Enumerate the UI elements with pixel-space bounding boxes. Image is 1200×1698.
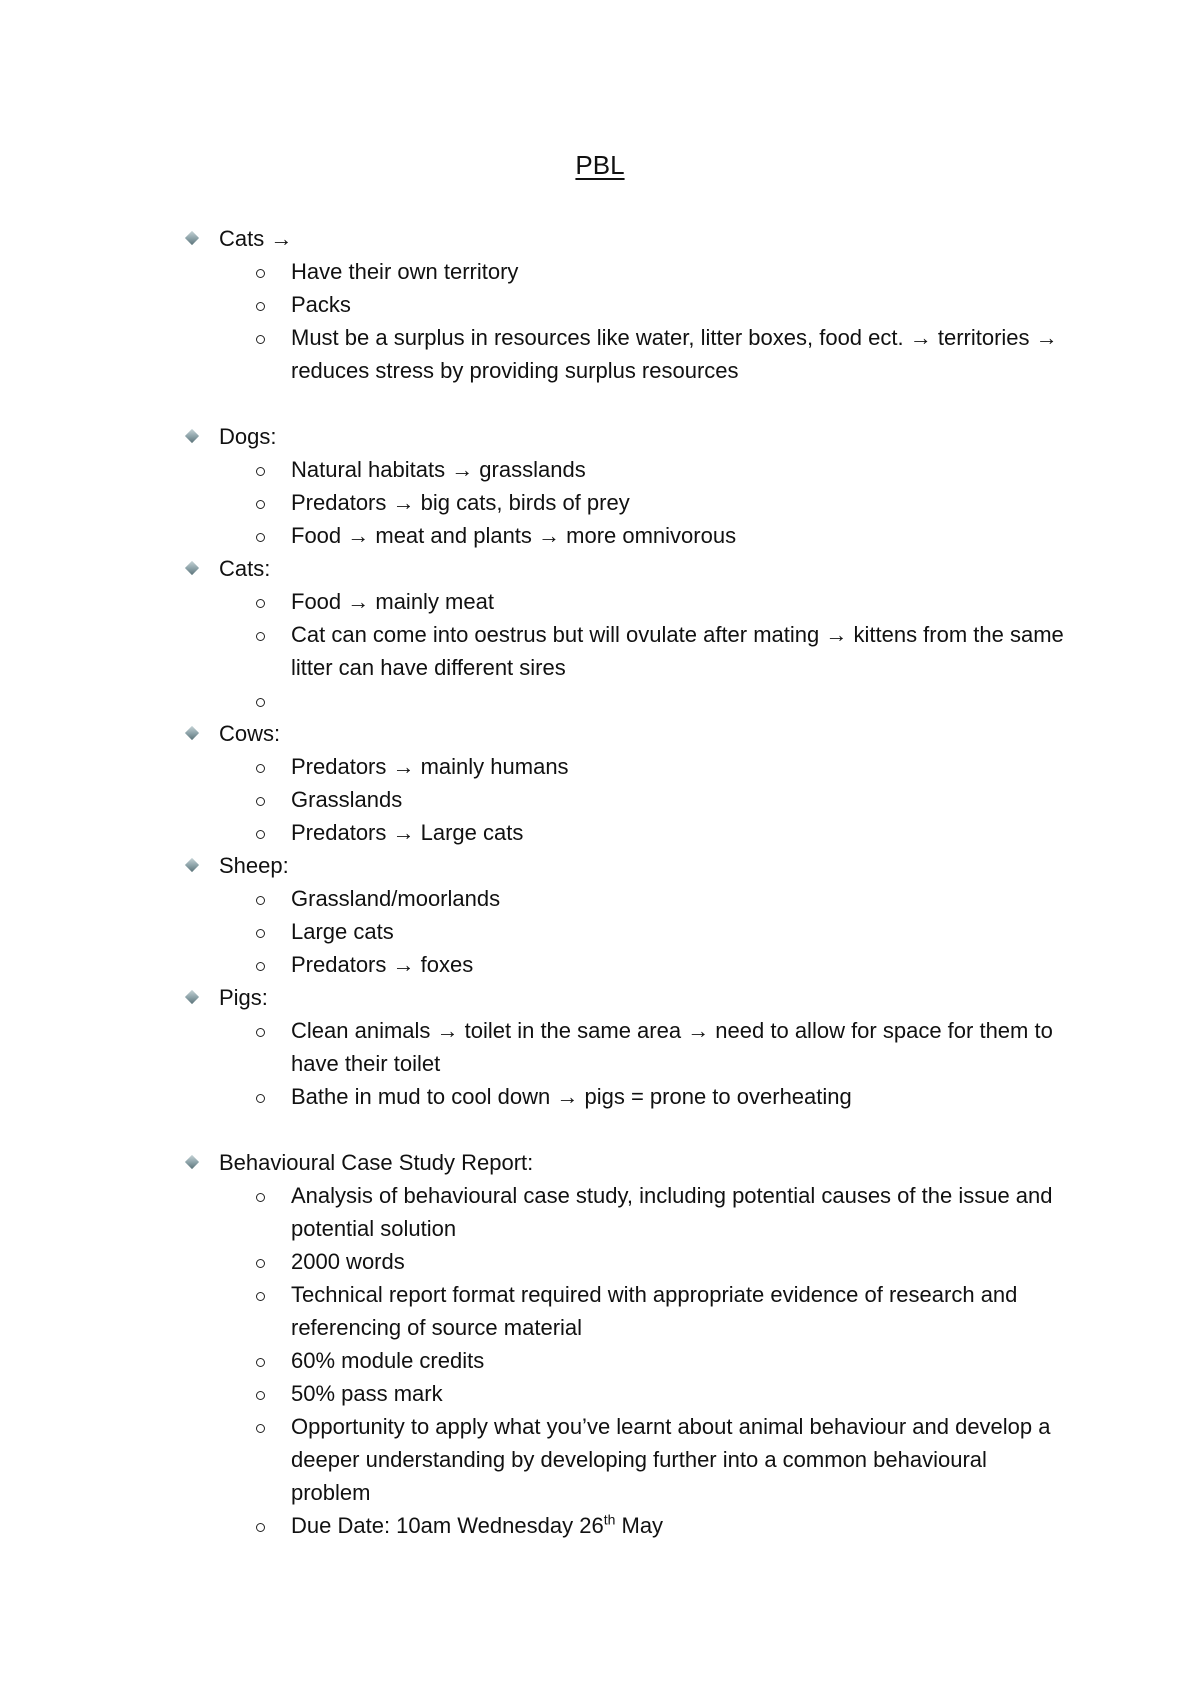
page-title: PBL [575,150,625,180]
circle-bullet-icon [256,1424,265,1433]
list-item [183,585,1083,618]
sub-list [183,882,1083,981]
diamond-bullet-icon [185,561,199,575]
list-item [183,1377,1083,1410]
list-item [183,1278,1083,1344]
list-item-text: Natural habitats → grasslands [291,457,586,482]
circle-bullet-icon [256,599,265,608]
section-heading-text: Cats → [219,226,293,251]
list-item-text: Predators → mainly humans [291,754,569,779]
circle-bullet-icon [256,533,265,542]
section-heading-text: Cats: [219,556,271,581]
section-heading [183,552,1083,585]
sub-list [183,585,1083,717]
circle-bullet-icon [256,302,265,311]
list-item [183,783,1083,816]
circle-bullet-icon [256,1523,265,1532]
circle-bullet-icon [256,929,265,938]
section-pigs [183,981,1083,1113]
list-item-text: Bathe in mud to cool down → pigs = prone to overheating [291,1084,852,1109]
section-heading-text: Behavioural Case Study Report: [219,1150,534,1175]
list-item-text: 50% pass mark [291,1381,443,1406]
circle-bullet-icon [256,698,265,707]
section-heading-text: Sheep: [219,853,289,878]
due-date-prefix: Due Date: 10am Wednesday 26 [291,1513,604,1538]
diamond-bullet-icon [185,858,199,872]
diamond-bullet-icon [185,990,199,1004]
list-item [183,1014,1083,1080]
sub-list [183,1014,1083,1113]
section-cats [183,552,1083,717]
list-item-text: Cat can come into oestrus but will ovulate after mating → kittens from the same litter can have different sires [291,622,1064,680]
circle-bullet-icon [256,764,265,773]
circle-bullet-icon [256,1358,265,1367]
list-item-text: Predators → Large cats [291,820,524,845]
section-case-study-report [183,1146,1083,1542]
list-item-text: Technical report format required with appropriate evidence of research and referencing of source material [291,1282,1018,1340]
list-item-text: Grassland/moorlands [291,886,501,911]
sub-list [183,453,1083,552]
diamond-bullet-icon [185,429,199,443]
circle-bullet-icon [256,1193,265,1202]
list-item [183,1080,1083,1113]
section-dogs [183,420,1083,552]
circle-bullet-icon [256,269,265,278]
circle-bullet-icon [256,467,265,476]
notes-list [183,222,1083,1542]
diamond-bullet-icon [185,1155,199,1169]
diamond-bullet-icon [185,231,199,245]
list-item-text: Food → mainly meat [291,589,494,614]
list-item-text: Packs [291,292,351,317]
list-item-text: Analysis of behavioural case study, including potential causes of the issue and potential solution [291,1183,1053,1241]
list-item-text: Predators → foxes [291,952,474,977]
section-sheep [183,849,1083,981]
list-item-text: Predators → big cats, birds of prey [291,490,630,515]
section-heading [183,222,1083,255]
section-heading [183,981,1083,1014]
list-item [183,288,1083,321]
circle-bullet-icon [256,1094,265,1103]
list-item [183,882,1083,915]
list-item-text: Must be a surplus in resources like water, litter boxes, food ect. → territories → reduces stress by providing surplus resources [291,325,1058,383]
circle-bullet-icon [256,335,265,344]
list-item [183,1179,1083,1245]
list-item-text: 60% module credits [291,1348,485,1373]
section-heading-text: Dogs: [219,424,277,449]
list-item-text: Grasslands [291,787,403,812]
due-date-suffix: May [615,1513,664,1538]
list-item [183,255,1083,288]
sub-list [183,255,1083,387]
diamond-bullet-icon [185,726,199,740]
due-date-superscript: th [603,1511,616,1528]
section-heading [183,717,1083,750]
list-item [183,1344,1083,1377]
list-item [183,750,1083,783]
list-item-text: Large cats [291,919,394,944]
list-item [183,948,1083,981]
due-date-text [291,1509,1071,1542]
list-item-text: Have their own territory [291,259,519,284]
circle-bullet-icon [256,632,265,641]
circle-bullet-icon [256,962,265,971]
list-item [183,321,1083,387]
section-heading-text: Cows: [219,721,281,746]
list-item [183,486,1083,519]
section-heading-text: Pigs: [219,985,268,1010]
circle-bullet-icon [256,1292,265,1301]
section-heading [183,420,1083,453]
circle-bullet-icon [256,830,265,839]
section-cows [183,717,1083,849]
circle-bullet-icon [256,896,265,905]
sub-list [183,1179,1083,1542]
sub-list [183,750,1083,849]
circle-bullet-icon [256,500,265,509]
list-item [183,453,1083,486]
circle-bullet-icon [256,797,265,806]
list-item [183,1410,1083,1509]
list-item [183,618,1083,684]
circle-bullet-icon [256,1391,265,1400]
section-cats-territory [183,222,1083,387]
section-heading [183,849,1083,882]
list-item-text: Food → meat and plants → more omnivorous [291,523,737,548]
list-item [183,1245,1083,1278]
list-item-text: Opportunity to apply what you’ve learnt about animal behaviour and develop a deeper understanding by developing further into a common behavioural problem [291,1414,1051,1505]
list-item-text: Clean animals → toilet in the same area → need to allow for space for them to have their toilet [291,1018,1053,1076]
due-date-item [183,1509,1083,1542]
list-item-text: 2000 words [291,1249,405,1274]
circle-bullet-icon [256,1259,265,1268]
list-item [183,915,1083,948]
section-heading [183,1146,1083,1179]
list-item [183,519,1083,552]
list-item [183,816,1083,849]
list-item [183,684,1083,717]
circle-bullet-icon [256,1028,265,1037]
